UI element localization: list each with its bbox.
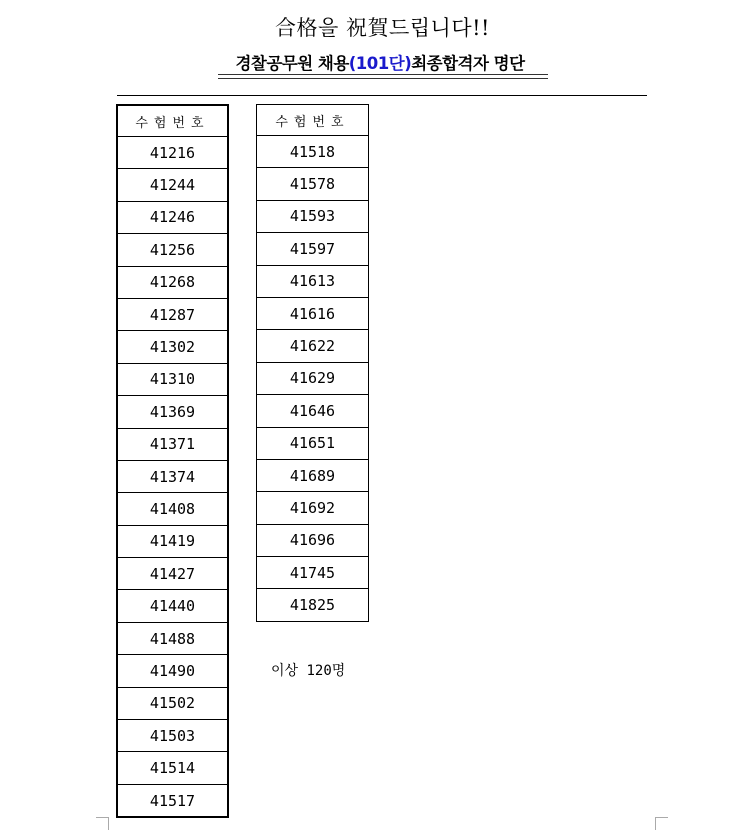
subtitle-unit-highlight: (101단): [348, 54, 412, 73]
table-row: [257, 557, 369, 589]
right-number-table: [256, 104, 369, 622]
table-row: [117, 298, 228, 330]
exam-number-cell: 41692: [257, 492, 369, 524]
table-row: [257, 168, 369, 200]
table-header: 수험번호: [117, 105, 228, 137]
exam-number-cell: 41578: [257, 168, 369, 200]
exam-number-cell: 41518: [257, 136, 369, 168]
exam-number-cell: 41597: [257, 233, 369, 265]
table-row: [117, 655, 228, 687]
exam-number-cell: 41371: [117, 428, 228, 460]
table-row: [117, 784, 228, 817]
exam-number-cell: 41244: [117, 169, 228, 201]
table-row: [257, 233, 369, 265]
table-row: [257, 200, 369, 232]
exam-number-cell: 41408: [117, 493, 228, 525]
table-row: [117, 687, 228, 719]
exam-number-cell: 41369: [117, 396, 228, 428]
exam-number-cell: 41302: [117, 331, 228, 363]
table-row: [257, 459, 369, 491]
subtitle-prefix: 경찰공무원 채용: [235, 54, 349, 73]
exam-number-cell: 41616: [257, 297, 369, 329]
exam-number-cell: 41651: [257, 427, 369, 459]
exam-number-cell: 41490: [117, 655, 228, 687]
exam-number-cell: 41503: [117, 720, 228, 752]
table-row: [257, 524, 369, 556]
table-row: [257, 330, 369, 362]
table-row: [117, 169, 228, 201]
exam-number-cell: 41374: [117, 460, 228, 492]
table-row: [117, 720, 228, 752]
table-row: [257, 136, 369, 168]
exam-number-cell: 41246: [117, 201, 228, 233]
exam-number-cell: 41287: [117, 298, 228, 330]
table-row: [117, 234, 228, 266]
exam-number-cell: 41514: [117, 752, 228, 784]
table-row: [257, 589, 369, 621]
exam-number-cell: 41613: [257, 265, 369, 297]
exam-number-cell: 41488: [117, 622, 228, 654]
table-row: [257, 297, 369, 329]
exam-number-cell: 41622: [257, 330, 369, 362]
table-row: [117, 493, 228, 525]
subtitle: [235, 54, 524, 73]
subtitle-block: [210, 50, 550, 74]
table-row: [117, 363, 228, 395]
exam-number-cell: 41689: [257, 459, 369, 491]
exam-number-cell: 41745: [257, 557, 369, 589]
table-row: [117, 558, 228, 590]
exam-number-cell: 41216: [117, 137, 228, 169]
table-row: [117, 752, 228, 784]
table-row: [117, 460, 228, 492]
left-number-table: [116, 104, 229, 818]
exam-number-cell: 41629: [257, 362, 369, 394]
total-count: 이상 120명: [271, 663, 346, 679]
exam-number-cell: 41268: [117, 266, 228, 298]
table-row: [117, 266, 228, 298]
table-row: [257, 492, 369, 524]
exam-number-cell: 41825: [257, 589, 369, 621]
table-row: [257, 395, 369, 427]
table-row: [257, 265, 369, 297]
exam-number-cell: 41310: [117, 363, 228, 395]
table-row: [257, 362, 369, 394]
table-row: [117, 137, 228, 169]
table-row: [117, 331, 228, 363]
table-header: 수험번호: [257, 105, 369, 136]
page-corner-mark: [96, 817, 109, 830]
exam-number-cell: 41696: [257, 524, 369, 556]
table-row: [117, 201, 228, 233]
exam-number-cell: 41256: [117, 234, 228, 266]
page-corner-mark: [655, 817, 668, 830]
exam-number-cell: 41419: [117, 525, 228, 557]
subtitle-suffix: 최종합격자 명단: [411, 54, 525, 73]
header-rule: [117, 95, 647, 96]
table-row: [117, 525, 228, 557]
table-row: [117, 590, 228, 622]
table-row: [117, 622, 228, 654]
title-double-underline: [218, 74, 548, 79]
table-row: [117, 428, 228, 460]
exam-number-cell: 41440: [117, 590, 228, 622]
exam-number-cell: 41517: [117, 784, 228, 817]
table-row: [257, 427, 369, 459]
table-row: [117, 396, 228, 428]
page-title: 合格을 祝賀드립니다!!: [275, 16, 490, 40]
exam-number-cell: 41646: [257, 395, 369, 427]
exam-number-cell: 41427: [117, 558, 228, 590]
exam-number-cell: 41593: [257, 200, 369, 232]
exam-number-cell: 41502: [117, 687, 228, 719]
